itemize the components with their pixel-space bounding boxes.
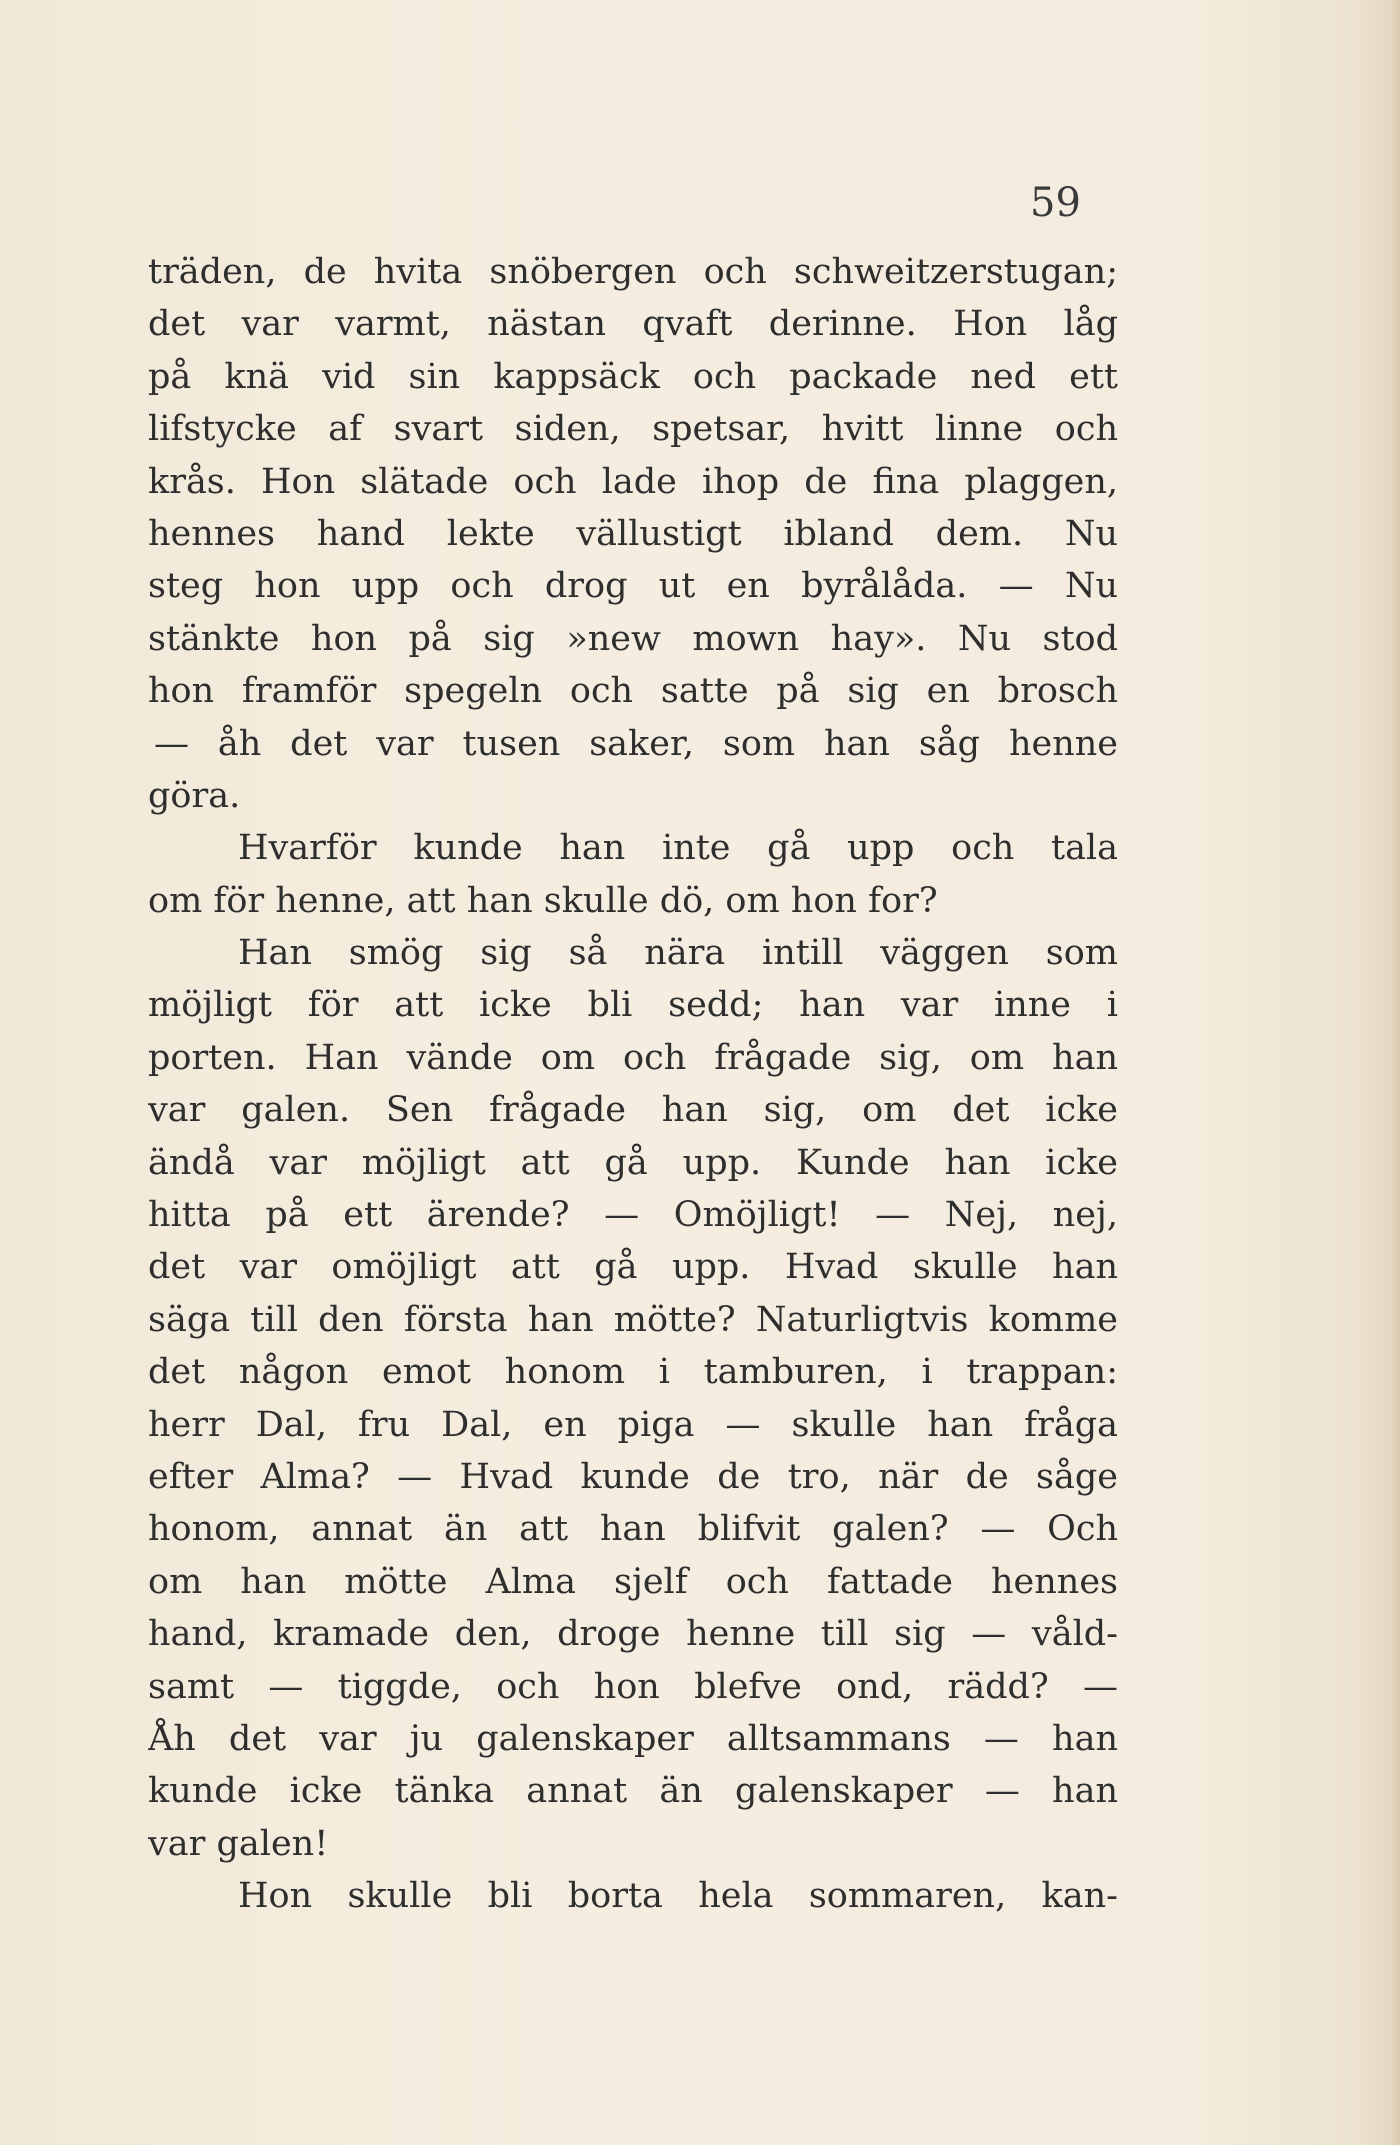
text-line: krås. Hon slätade och lade ihop de fina plaggen, [148, 461, 1118, 502]
body-text [148, 246, 1118, 1923]
text-line: Åh det var ju galenskaper alltsammans — han [148, 1718, 1118, 1759]
text-line: var galen. Sen frågade han sig, om det icke [148, 1090, 1118, 1131]
text-line: hennes hand lekte vällustigt ibland dem. Nu [148, 513, 1118, 554]
text-line: göra. [148, 775, 241, 816]
text-line: steg hon upp och drog ut en byrålåda. — Nu [148, 566, 1118, 607]
text-line: träden, de hvita snöbergen och schweitzerstugan; [148, 252, 1118, 292]
text-line: möjligt för att icke bli sedd; han var inne i [148, 985, 1118, 1026]
text-line: hon framför spegeln och satte på sig en brosch [148, 671, 1118, 712]
text-line: hand, kramade den, droge henne till sig — våld- [148, 1614, 1118, 1655]
text-line: var galen! [148, 1823, 329, 1864]
text-line: Hon skulle bli borta hela sommaren, kan- [238, 1876, 1118, 1917]
text-line: porten. Han vände om och frågade sig, om han [148, 1037, 1118, 1078]
text-line: det var omöjligt att gå upp. Hvad skulle han [148, 1247, 1118, 1288]
text-line: Hvarför kunde han inte gå upp och tala [238, 828, 1118, 869]
text-line: samt — tiggde, och hon blefve ond, rädd? — [148, 1666, 1118, 1707]
text-line: — åh det var tusen saker, som han såg henne [154, 723, 1118, 764]
page-number: 59 [1030, 180, 1081, 226]
text-line: efter Alma? — Hvad kunde de tro, när de såge [148, 1456, 1118, 1497]
text-line: om för henne, att han skulle dö, om hon for? [148, 880, 938, 921]
text-line: lifstycke af svart siden, spetsar, hvitt linne och [148, 409, 1118, 450]
text-line: säga till den första han mötte? Naturligtvis komme [148, 1299, 1118, 1340]
text-line: det någon emot honom i tamburen, i trappan: [148, 1352, 1118, 1393]
text-line: om han mötte Alma sjelf och fattade hennes [148, 1561, 1118, 1602]
text-line: ändå var möjligt att gå upp. Kunde han icke [148, 1142, 1118, 1183]
text-line: herr Dal, fru Dal, en piga — skulle han fråga [148, 1404, 1118, 1445]
text-line: det var varmt, nästan qvaft derinne. Hon låg [148, 304, 1118, 345]
text-line: honom, annat än att han blifvit galen? — Och [148, 1509, 1118, 1550]
text-line: kunde icke tänka annat än galenskaper — han [148, 1771, 1118, 1812]
text-line: hitta på ett ärende? — Omöjligt! — Nej, nej, [148, 1195, 1118, 1236]
text-line: på knä vid sin kappsäck och packade ned ett [148, 356, 1118, 397]
page-edge [1390, 0, 1400, 2145]
text-line: Han smög sig så nära intill väggen som [238, 933, 1118, 974]
text-line: stänkte hon på sig »new mown hay». Nu stod [148, 618, 1118, 659]
